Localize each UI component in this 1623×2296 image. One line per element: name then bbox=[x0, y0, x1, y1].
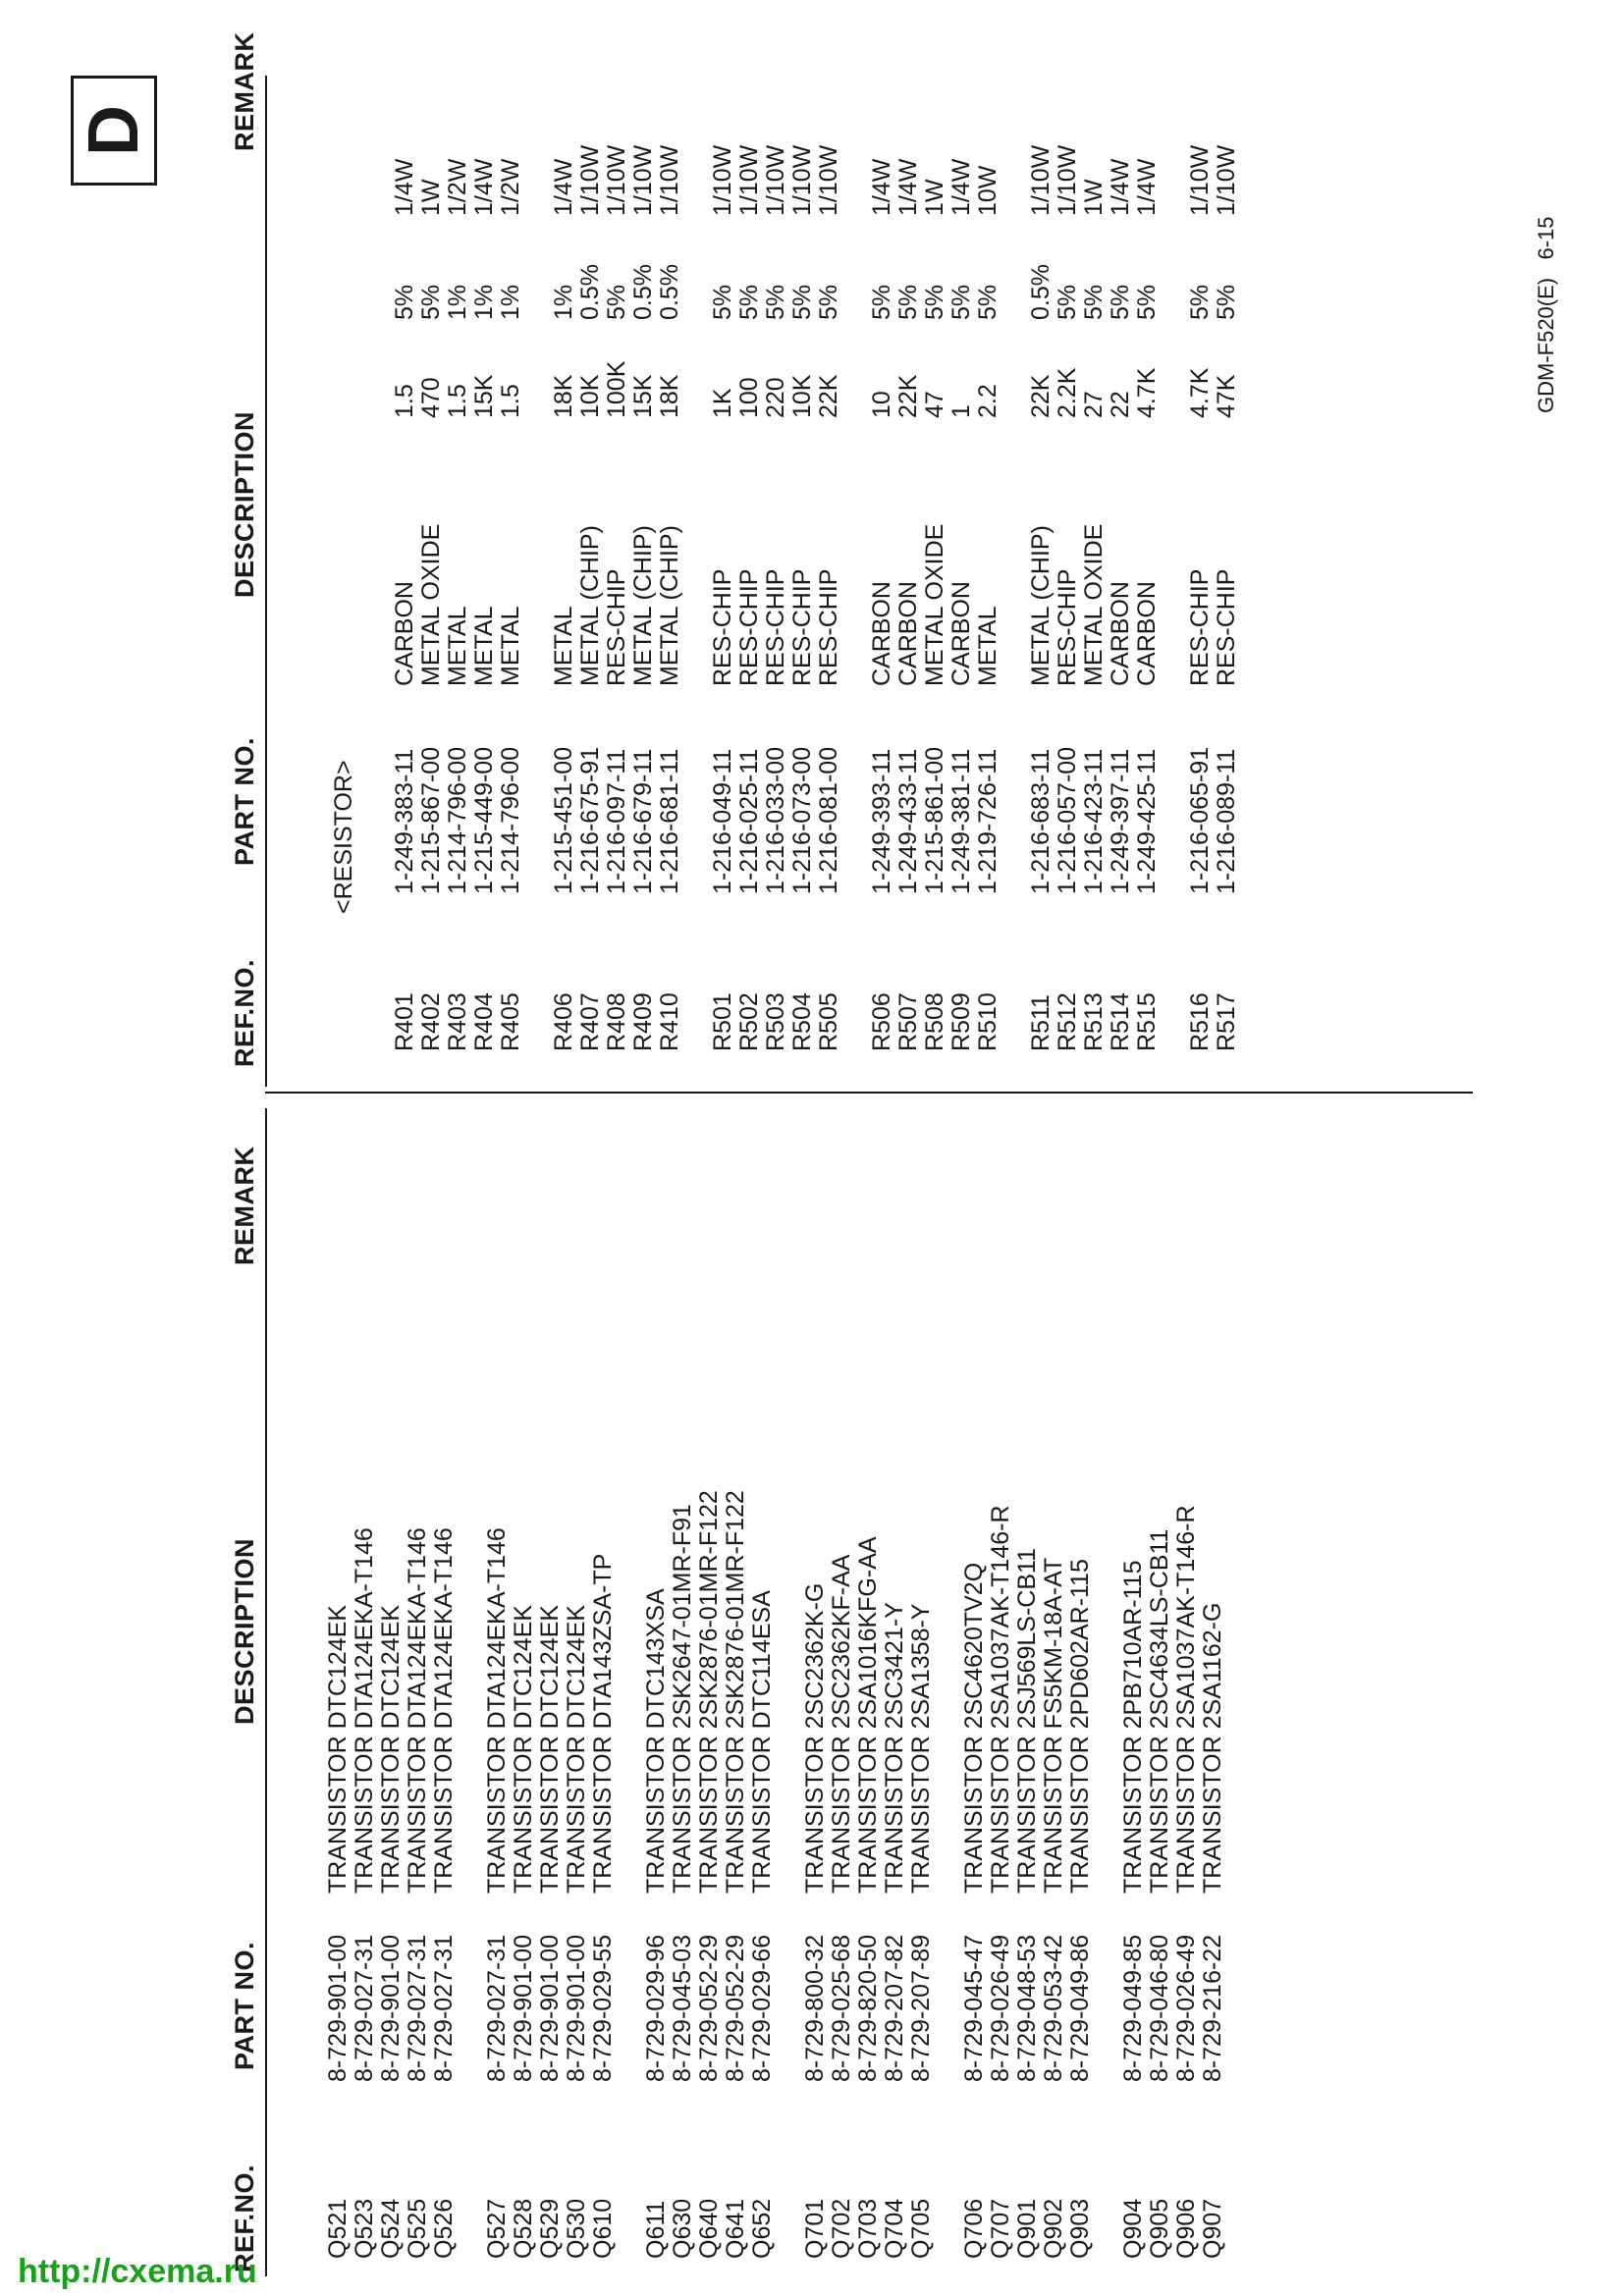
part-no-cell: 8-729-046-80 bbox=[1146, 1934, 1173, 2082]
value-cell: 1 bbox=[947, 404, 975, 418]
section-tab-letter: D bbox=[75, 105, 153, 156]
wattage-cell: 1/4W bbox=[550, 158, 577, 216]
left-header-desc: DESCRIPTION bbox=[230, 1537, 259, 1725]
wattage-cell: 1/10W bbox=[1054, 144, 1081, 216]
ref-cell: Q906 bbox=[1172, 2198, 1200, 2259]
ref-cell: Q703 bbox=[854, 2198, 882, 2259]
description-cell: TRANSISTOR DTC124EK bbox=[324, 1604, 352, 1894]
description-cell: METAL (CHIP) bbox=[1027, 525, 1055, 686]
description-cell: CARBON bbox=[947, 581, 975, 686]
left-header-rule bbox=[265, 1108, 267, 2276]
value-cell: 27 bbox=[1080, 391, 1108, 418]
description-cell: TRANSISTOR 2SJ569LS-CB11 bbox=[1013, 1548, 1041, 1894]
description-cell: METAL (CHIP) bbox=[629, 525, 657, 686]
description-cell: CARBON bbox=[1107, 581, 1134, 686]
part-no-cell: 1-249-397-11 bbox=[1107, 748, 1134, 894]
value-cell: 22 bbox=[1107, 391, 1134, 418]
wattage-cell: 1/10W bbox=[1027, 144, 1055, 216]
value-cell: 22K bbox=[815, 374, 842, 418]
ref-cell: Q528 bbox=[510, 2198, 537, 2259]
ref-cell: R501 bbox=[709, 992, 736, 1051]
wattage-cell: 1W bbox=[921, 179, 948, 216]
tolerance-cell: 5% bbox=[815, 284, 842, 320]
description-cell: RES-CHIP bbox=[762, 568, 789, 686]
ref-cell: Q652 bbox=[748, 2198, 776, 2259]
value-cell: 4.7K bbox=[1186, 367, 1214, 418]
tolerance-cell: 5% bbox=[762, 284, 789, 320]
wattage-cell: 1/10W bbox=[709, 144, 736, 216]
part-no-cell: 8-729-029-55 bbox=[589, 1934, 617, 2082]
wattage-cell: 1/10W bbox=[1213, 144, 1240, 216]
ref-cell: Q521 bbox=[324, 2198, 352, 2259]
part-no-cell: 1-216-679-11 bbox=[629, 748, 657, 894]
ref-cell: Q704 bbox=[881, 2198, 908, 2259]
description-cell: TRANSISTOR 2SA1358-Y bbox=[907, 1603, 935, 1894]
ref-cell: Q904 bbox=[1119, 2198, 1147, 2259]
ref-cell: Q611 bbox=[642, 2200, 670, 2259]
ref-cell: R511 bbox=[1027, 994, 1055, 1051]
wattage-cell: 1/10W bbox=[1186, 144, 1214, 216]
part-no-cell: 1-216-081-00 bbox=[815, 746, 842, 894]
wattage-cell: 1/10W bbox=[762, 144, 789, 216]
part-no-cell: 8-729-029-96 bbox=[642, 1934, 670, 2082]
ref-cell: Q640 bbox=[695, 2198, 723, 2259]
tolerance-cell: 5% bbox=[1133, 284, 1161, 320]
part-no-cell: 8-729-901-00 bbox=[563, 1934, 590, 2082]
wattage-cell: 1/4W bbox=[391, 158, 418, 216]
ref-cell: R512 bbox=[1054, 992, 1081, 1051]
left-header-remark: REMARK bbox=[230, 1146, 259, 1265]
ref-cell: Q701 bbox=[801, 2198, 829, 2259]
part-no-cell: 8-729-027-31 bbox=[430, 1934, 458, 2082]
left-header-ref: REF.NO. bbox=[230, 2163, 259, 2272]
description-cell: METAL (CHIP) bbox=[576, 525, 604, 686]
part-no-cell: 8-729-216-22 bbox=[1199, 1934, 1226, 2082]
ref-cell: R404 bbox=[470, 992, 498, 1051]
ref-cell: R408 bbox=[603, 992, 630, 1051]
part-no-cell: 8-729-800-32 bbox=[801, 1934, 829, 2082]
ref-cell: Q525 bbox=[404, 2198, 431, 2259]
part-no-cell: 8-729-026-49 bbox=[1172, 1934, 1200, 2082]
tolerance-cell: 0.5% bbox=[656, 264, 683, 320]
wattage-cell: 1/10W bbox=[815, 144, 842, 216]
part-no-cell: 8-729-052-29 bbox=[695, 1934, 723, 2082]
part-no-cell: 1-216-423-11 bbox=[1080, 748, 1108, 894]
part-no-cell: 1-215-449-00 bbox=[470, 746, 498, 894]
tolerance-cell: 5% bbox=[1107, 284, 1134, 320]
ref-cell: Q907 bbox=[1199, 2198, 1226, 2259]
tolerance-cell: 1% bbox=[470, 284, 498, 320]
ref-cell: Q903 bbox=[1066, 2198, 1094, 2259]
part-no-cell: 1-216-683-11 bbox=[1027, 748, 1055, 894]
ref-cell: R410 bbox=[656, 992, 683, 1051]
tolerance-cell: 5% bbox=[709, 284, 736, 320]
description-cell: TRANSISTOR DTA124EKA-T146 bbox=[351, 1527, 378, 1894]
part-no-cell: 1-216-025-11 bbox=[735, 748, 763, 894]
right-header-rule bbox=[265, 76, 267, 1087]
part-no-cell: 8-729-026-49 bbox=[987, 1934, 1014, 2082]
wattage-cell: 1/4W bbox=[470, 158, 498, 216]
ref-cell: Q526 bbox=[430, 2198, 458, 2259]
wattage-cell: 10W bbox=[974, 165, 1001, 216]
description-cell: TRANSISTOR DTA124EKA-T146 bbox=[404, 1527, 431, 1894]
part-no-cell: 8-729-049-85 bbox=[1119, 1934, 1147, 2082]
description-cell: TRANSISTOR DTA124EKA-T146 bbox=[483, 1527, 511, 1894]
ref-cell: Q630 bbox=[669, 2198, 696, 2259]
part-no-cell: 1-249-383-11 bbox=[391, 748, 418, 894]
ref-cell: R502 bbox=[735, 992, 763, 1051]
wattage-cell: 1/10W bbox=[735, 144, 763, 216]
description-cell: TRANSISTOR DTA124EKA-T146 bbox=[430, 1527, 458, 1894]
ref-cell: R510 bbox=[974, 992, 1001, 1051]
value-cell: 18K bbox=[550, 374, 577, 418]
wattage-cell: 1/10W bbox=[629, 144, 657, 216]
part-no-cell: 8-729-820-50 bbox=[854, 1934, 882, 2082]
tolerance-cell: 0.5% bbox=[629, 264, 657, 320]
ref-cell: R406 bbox=[550, 992, 577, 1051]
part-no-cell: 1-216-049-11 bbox=[709, 748, 736, 894]
description-cell: RES-CHIP bbox=[1186, 568, 1214, 686]
description-cell: RES-CHIP bbox=[788, 568, 816, 686]
description-cell: METAL bbox=[497, 606, 524, 686]
value-cell: 22K bbox=[894, 374, 922, 418]
ref-cell: Q706 bbox=[960, 2198, 988, 2259]
part-no-cell: 1-249-433-11 bbox=[894, 748, 922, 894]
ref-cell: R506 bbox=[868, 992, 895, 1051]
value-cell: 47K bbox=[1213, 374, 1240, 418]
tolerance-cell: 5% bbox=[1054, 284, 1081, 320]
ref-cell: Q523 bbox=[351, 2198, 378, 2259]
resistor-section-label: <RESISTOR> bbox=[330, 760, 357, 914]
ref-cell: Q902 bbox=[1040, 2198, 1067, 2259]
part-no-cell: 1-216-097-11 bbox=[603, 748, 630, 894]
ref-cell: Q641 bbox=[722, 2198, 749, 2259]
ref-cell: Q524 bbox=[377, 2198, 405, 2259]
description-cell: RES-CHIP bbox=[815, 568, 842, 686]
tolerance-cell: 5% bbox=[391, 284, 418, 320]
description-cell: CARBON bbox=[1133, 581, 1161, 686]
part-no-cell: 8-729-207-89 bbox=[907, 1934, 935, 2082]
description-cell: METAL OXIDE bbox=[1080, 523, 1108, 686]
part-no-cell: 8-729-901-00 bbox=[377, 1934, 405, 2082]
description-cell: TRANSISTOR 2SA1037AK-T146-R bbox=[987, 1505, 1014, 1894]
description-cell: TRANSISTOR 2SC3421-Y bbox=[881, 1602, 908, 1894]
part-no-cell: 1-214-796-00 bbox=[444, 746, 471, 894]
ref-cell: R509 bbox=[947, 992, 975, 1051]
part-no-cell: 8-729-901-00 bbox=[510, 1934, 537, 2082]
section-tab-d bbox=[71, 76, 157, 186]
description-cell: TRANSISTOR DTC124EK bbox=[377, 1604, 405, 1894]
wattage-cell: 1/4W bbox=[1107, 158, 1134, 216]
part-no-cell: 8-729-027-31 bbox=[404, 1934, 431, 2082]
description-cell: METAL OXIDE bbox=[417, 523, 445, 686]
ref-cell: Q702 bbox=[828, 2198, 855, 2259]
ref-cell: R405 bbox=[497, 992, 524, 1051]
tolerance-cell: 5% bbox=[735, 284, 763, 320]
wattage-cell: 1W bbox=[417, 179, 445, 216]
ref-cell: Q705 bbox=[907, 2198, 935, 2259]
description-cell: TRANSISTOR DTA143ZSA-TP bbox=[589, 1553, 617, 1894]
tolerance-cell: 5% bbox=[603, 284, 630, 320]
ref-cell: Q527 bbox=[483, 2198, 511, 2259]
tolerance-cell: 5% bbox=[868, 284, 895, 320]
description-cell: TRANSISTOR 2SC2362K-G bbox=[801, 1582, 829, 1894]
part-no-cell: 8-729-027-31 bbox=[483, 1934, 511, 2082]
part-no-cell: 8-729-027-31 bbox=[351, 1934, 378, 2082]
value-cell: 2.2K bbox=[1054, 367, 1081, 418]
tolerance-cell: 5% bbox=[1213, 284, 1240, 320]
value-cell: 100K bbox=[603, 360, 630, 418]
part-no-cell: 1-219-726-11 bbox=[974, 748, 1001, 894]
part-no-cell: 8-729-045-03 bbox=[669, 1934, 696, 2082]
footer-page-number: 6-15 bbox=[1534, 216, 1558, 260]
ref-cell: R505 bbox=[815, 992, 842, 1051]
value-cell: 4.7K bbox=[1133, 367, 1161, 418]
description-cell: CARBON bbox=[868, 581, 895, 686]
part-no-cell: 1-216-065-91 bbox=[1186, 746, 1214, 894]
value-cell: 470 bbox=[417, 377, 445, 418]
wattage-cell: 1W bbox=[1080, 179, 1108, 216]
description-cell: TRANSISTOR 2SK2876-01MR-F122 bbox=[722, 1490, 749, 1894]
part-no-cell: 1-215-861-00 bbox=[921, 746, 948, 894]
part-no-cell: 8-729-901-00 bbox=[324, 1934, 352, 2082]
description-cell: RES-CHIP bbox=[1213, 568, 1240, 686]
wattage-cell: 1/4W bbox=[947, 158, 975, 216]
value-cell: 18K bbox=[656, 374, 683, 418]
description-cell: METAL OXIDE bbox=[921, 523, 948, 686]
description-cell: TRANSISTOR 2SA1162-G bbox=[1199, 1602, 1226, 1894]
ref-cell: R517 bbox=[1213, 992, 1240, 1051]
description-cell: TRANSISTOR 2SA1037AK-T146-R bbox=[1172, 1505, 1200, 1894]
value-cell: 100 bbox=[735, 377, 763, 418]
value-cell: 2.2 bbox=[974, 384, 1001, 418]
part-no-cell: 1-249-381-11 bbox=[947, 748, 975, 894]
value-cell: 10 bbox=[868, 391, 895, 418]
value-cell: 10K bbox=[576, 374, 604, 418]
tolerance-cell: 1% bbox=[497, 284, 524, 320]
part-no-cell: 1-216-675-91 bbox=[576, 746, 604, 894]
ref-cell: Q905 bbox=[1146, 2198, 1173, 2259]
value-cell: 1.5 bbox=[444, 384, 471, 418]
part-no-cell: 8-729-029-66 bbox=[748, 1934, 776, 2082]
tolerance-cell: 5% bbox=[974, 284, 1001, 320]
value-cell: 15K bbox=[629, 374, 657, 418]
part-no-cell: 8-729-052-29 bbox=[722, 1934, 749, 2082]
tolerance-cell: 0.5% bbox=[576, 264, 604, 320]
part-no-cell: 8-729-045-47 bbox=[960, 1934, 988, 2082]
right-header-ref: REF.NO. bbox=[230, 958, 259, 1067]
description-cell: TRANSISTOR DTC124EK bbox=[563, 1604, 590, 1894]
part-no-cell: 8-729-053-42 bbox=[1040, 1934, 1067, 2082]
tolerance-cell: 5% bbox=[1080, 284, 1108, 320]
description-cell: TRANSISTOR DTC114ESA bbox=[748, 1590, 776, 1894]
ref-cell: R403 bbox=[444, 992, 471, 1051]
tolerance-cell: 5% bbox=[417, 284, 445, 320]
part-no-cell: 8-729-901-00 bbox=[536, 1934, 564, 2082]
part-no-cell: 1-216-681-11 bbox=[656, 748, 683, 894]
ref-cell: R402 bbox=[417, 992, 445, 1051]
description-cell: TRANSISTOR 2SK2876-01MR-F122 bbox=[695, 1490, 723, 1894]
part-no-cell: 8-729-048-53 bbox=[1013, 1934, 1041, 2082]
description-cell: RES-CHIP bbox=[603, 568, 630, 686]
description-cell: RES-CHIP bbox=[709, 568, 736, 686]
right-header-desc: DESCRIPTION bbox=[230, 410, 259, 598]
value-cell: 15K bbox=[470, 374, 498, 418]
description-cell: TRANSISTOR 2PD602AR-115 bbox=[1066, 1559, 1094, 1894]
ref-cell: R504 bbox=[788, 992, 816, 1051]
right-header-part: PART NO. bbox=[230, 737, 259, 866]
description-cell: CARBON bbox=[391, 581, 418, 686]
description-cell: TRANSISTOR FS5KM-18A-AT bbox=[1040, 1557, 1067, 1894]
part-no-cell: 1-249-425-11 bbox=[1133, 748, 1161, 894]
ref-cell: Q610 bbox=[589, 2198, 617, 2259]
description-cell: TRANSISTOR DTC143XSA bbox=[642, 1588, 670, 1894]
ref-cell: R514 bbox=[1107, 992, 1134, 1051]
description-cell: TRANSISTOR 2SC4620TV2Q bbox=[960, 1562, 988, 1894]
column-divider bbox=[265, 1092, 1473, 1094]
ref-cell: Q529 bbox=[536, 2198, 564, 2259]
left-header-part: PART NO. bbox=[230, 1942, 259, 2070]
value-cell: 1.5 bbox=[391, 384, 418, 418]
description-cell: METAL bbox=[974, 606, 1001, 686]
ref-cell: R507 bbox=[894, 992, 922, 1051]
ref-cell: R407 bbox=[576, 992, 604, 1051]
wattage-cell: 1/4W bbox=[894, 158, 922, 216]
description-cell: METAL bbox=[444, 606, 471, 686]
tolerance-cell: 0.5% bbox=[1027, 264, 1055, 320]
description-cell: RES-CHIP bbox=[1054, 568, 1081, 686]
wattage-cell: 1/4W bbox=[868, 158, 895, 216]
ref-cell: R515 bbox=[1133, 992, 1161, 1051]
description-cell: CARBON bbox=[894, 581, 922, 686]
right-header-remark: REMARK bbox=[230, 31, 259, 151]
description-cell: TRANSISTOR DTC124EK bbox=[536, 1604, 564, 1894]
watermark-url[interactable]: http://cxema.ru bbox=[18, 2253, 257, 2290]
value-cell: 22K bbox=[1027, 374, 1055, 418]
wattage-cell: 1/10W bbox=[656, 144, 683, 216]
description-cell: METAL bbox=[470, 606, 498, 686]
part-no-cell: 1-216-089-11 bbox=[1213, 748, 1240, 894]
part-no-cell: 8-729-207-82 bbox=[881, 1934, 908, 2082]
description-cell: METAL (CHIP) bbox=[656, 525, 683, 686]
tolerance-cell: 5% bbox=[1186, 284, 1214, 320]
value-cell: 220 bbox=[762, 377, 789, 418]
description-cell: TRANSISTOR DTC124EK bbox=[510, 1604, 537, 1894]
ref-cell: R516 bbox=[1186, 992, 1214, 1051]
part-no-cell: 1-216-073-00 bbox=[788, 746, 816, 894]
ref-cell: Q707 bbox=[987, 2198, 1014, 2259]
tolerance-cell: 1% bbox=[444, 284, 471, 320]
part-no-cell: 8-729-049-86 bbox=[1066, 1934, 1094, 2082]
wattage-cell: 1/10W bbox=[603, 144, 630, 216]
part-no-cell: 8-729-025-68 bbox=[828, 1934, 855, 2082]
value-cell: 1K bbox=[709, 388, 736, 418]
description-cell: RES-CHIP bbox=[735, 568, 763, 686]
ref-cell: R508 bbox=[921, 992, 948, 1051]
ref-cell: Q530 bbox=[563, 2198, 590, 2259]
part-no-cell: 1-215-451-00 bbox=[550, 746, 577, 894]
ref-cell: R513 bbox=[1080, 992, 1108, 1051]
tolerance-cell: 5% bbox=[788, 284, 816, 320]
footer-model bbox=[1534, 216, 1559, 413]
description-cell: TRANSISTOR 2SC2362KF-AA bbox=[828, 1554, 855, 1894]
description-cell: TRANSISTOR 2SK2647-01MR-F91 bbox=[669, 1504, 696, 1894]
ref-cell: R409 bbox=[629, 992, 657, 1051]
part-no-cell: 1-249-393-11 bbox=[868, 748, 895, 894]
part-no-cell: 1-215-867-00 bbox=[417, 746, 445, 894]
wattage-cell: 1/4W bbox=[1133, 158, 1161, 216]
description-cell: TRANSISTOR 2SC4634LS-CB11 bbox=[1146, 1528, 1173, 1894]
wattage-cell: 1/2W bbox=[497, 158, 524, 216]
value-cell: 10K bbox=[788, 374, 816, 418]
tolerance-cell: 1% bbox=[550, 284, 577, 320]
value-cell: 1.5 bbox=[497, 384, 524, 418]
part-no-cell: 1-216-057-00 bbox=[1054, 746, 1081, 894]
part-no-cell: 1-214-796-00 bbox=[497, 746, 524, 894]
footer-model-text: GDM-F520(E) bbox=[1534, 277, 1558, 413]
wattage-cell: 1/10W bbox=[788, 144, 816, 216]
description-cell: TRANSISTOR 2SA1016KFG-AA bbox=[854, 1536, 882, 1894]
ref-cell: R401 bbox=[391, 992, 418, 1051]
ref-cell: Q901 bbox=[1013, 2198, 1041, 2259]
ref-cell: R503 bbox=[762, 992, 789, 1051]
wattage-cell: 1/10W bbox=[576, 144, 604, 216]
tolerance-cell: 5% bbox=[947, 284, 975, 320]
tolerance-cell: 5% bbox=[894, 284, 922, 320]
tolerance-cell: 5% bbox=[921, 284, 948, 320]
wattage-cell: 1/2W bbox=[444, 158, 471, 216]
value-cell: 47 bbox=[921, 391, 948, 418]
description-cell: TRANSISTOR 2PB710AR-115 bbox=[1119, 1560, 1147, 1894]
part-no-cell: 1-216-033-00 bbox=[762, 746, 789, 894]
description-cell: METAL bbox=[550, 606, 577, 686]
